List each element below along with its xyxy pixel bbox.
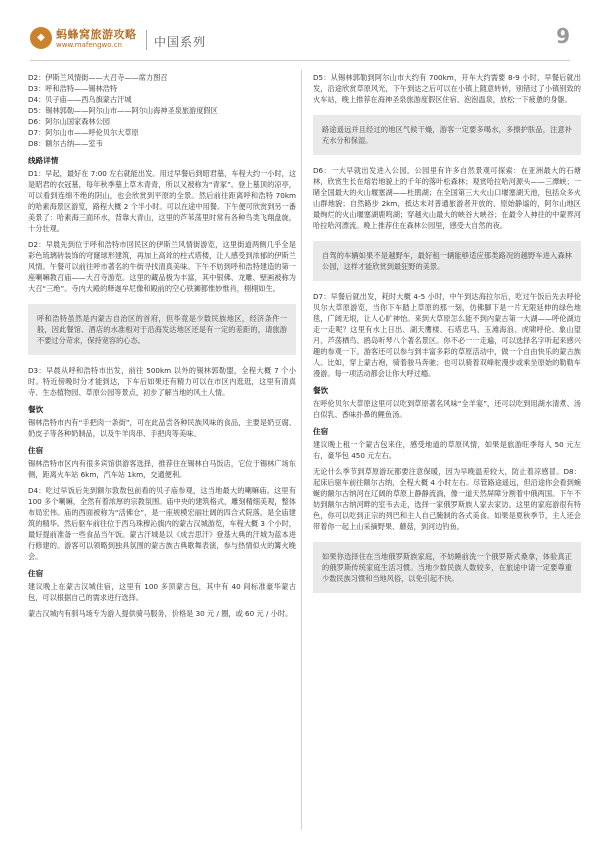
route-item: D4：贝子庙——西乌旗蒙古汗城 [28,95,132,104]
series-title: 中国系列 [154,35,207,49]
day4-paragraph: D4：吃过早饭后先到额尔敦敖包前看的贝子庙参观，这当地最大的喇嘛庙。这里有 100 多个喇嘛，全然有着浓厚的宗教氛围。庙中央的建筑格式，雕刻精细美观，整体布局宏伟。庙的西面被称为“活佛仓”，是一座规模宏丽壮阔的四合式院落，是全庙建筑的精华。然后驱车前往位于西乌珠穆沁旗内的蒙古汉城游览，车程大概 3 个小时，最好提前准备一些食品当午饭。蒙古汗城是以《成吉思汗》登基大典的汗城为蓝本进行修建的。游客可以领略到独具氛围的蒙古族古典歌舞表演，参与热情似火的篝火晚会。 [28,486,296,561]
day3-paragraph: D3：早晨从呼和浩特市出发，前往 500km 以外的锡林郭勒盟，全程大概 7 个小时。特近傍晚时分才能到达，下车后如果还有精力可以在市区内逛逛，这里有清真寺、生态植物园、草原公园等景点，初步了解当地的风土人情。 [28,366,296,397]
tip-box [313,542,581,593]
logo-text: 蚂蜂窝旅游攻略 [56,28,137,41]
stay-paragraph: 建议晚上租一个蒙古包来住，感受地道的草原风情，如果是旅游旺季每人 50 元左右，豪华包 450 元左右。 [313,440,581,460]
day8-paragraph: 无论什么季节到草原游玩都要注意保暖，因为早晚温差较大，防止着凉感冒。D8：起床后驱车前往额尔古纳，全程大概 4 小时左右。尽管路途遥远，但沿途你会看到蜿蜒的额尔古纳河在辽阔的草原上静静流淌，像一道天然屏障分割着中俄两国。下午不妨到额尔古纳河畔的室韦去走，选择一家俄罗斯族人家去家访。这里的家庭游很有特色，你可以吃到正宗的列巴和主人自己腌制的各式美食。如果是夏秋季节，主人还会带着你一起上山采摘野果、蘑菇，到河边钓鱼。 [313,467,581,531]
tip-text: 路途遥远并且经过的地区气候干燥，游客一定要多喝水，多擦护肤品，注意补充水分和保湿。 [322,125,572,145]
route-item: D2：伊斯兰风情街——大召寺——席力图召 [28,73,168,82]
horse-paragraph: 蒙古汉城内有驯马场专为游人提供骑马服务，价格是 30 元 / 圈，或 60 元 / 小时。 [28,609,293,618]
day2-paragraph: D2：早晨先到位于呼和浩特市回民区的伊斯兰风情街游览，这里街道两侧几乎全是彩色琉璃砖装饰的穹窿球形建筑，再加上高耸的柱式塔楼，让人感受到浓郁的伊斯兰风情。午餐可以前往呼市著名的牛街寻找清真美味。下午不妨到呼和浩特建造的第一座喇嘛教召庙——大召寺游览。这里的藏品极为丰富，其中银佛、龙雕、壁画被称为大召“三绝”。寺内大殿的释迦牟尼像和殿前的空心铁狮都惟妙惟肖，栩栩如生。 [28,240,296,293]
food-paragraph: 在呼伦贝尔大草原这里可以吃到草原著名风味“全羊宴”，还可以吃到用湖水清煮、汤白似乳、香味扑鼻的鲤鱼汤。 [313,399,581,419]
stay-paragraph: 建议晚上在蒙古汉城住宿，这里有 100 多顶蒙古包，其中有 40 间标准豪华蒙古包，可以根据自己的需求进行选择。 [28,582,296,602]
column-divider [301,70,302,830]
logo-icon: ◆ [30,27,52,49]
tip-text: 呼和浩特虽然是内蒙古自治区的首府，但毕竟是少数民族地区，经济条件一般，因此餐馆、酒店的水准相对于沿海发达地区还是有一定的差距的，请旅游不要过分苛求，保持宽容的心态。 [37,314,287,345]
stay-heading: 住宿 [28,446,44,455]
header-divider [146,30,147,50]
day5-paragraph: D5：从锡林郭勒到阿尔山市大约有 700km，开车大约需要 8-9 小时，早餐后就出发，沿途欣赏草原风光，下午到达之后可以在小镇上随意转转，别错过了小镇别致的火车站，晚上推荐在海神圣泉旅游度假区住宿、泡泡温泉，放松一下疲惫的身躯。 [313,73,581,104]
tip-box [313,241,581,281]
logo-url: www.mafengwo.cn [56,41,122,49]
route-item: D7：阿尔山市——呼伦贝尔大草原 [28,128,139,137]
day1-paragraph: D1：早起，最好在 7:00 左右就能出发。用过早餐后到昭君墓，车程大约一小时，这是昭君的衣冠墓，每年秋季墓上草木青青，所以又被称为“青冢”。登上墓顶的凉亭，可以看到连绵不绝的阴山，也会欣赏到平原的全景。然后前往距离呼和浩特 70km 的哈素海景区游览，路程大概 2 个半小时。可以在途中用餐。下午便可欣赏到另一番美景了：哈素海三面环水，背靠大青山，这里的芦苇荡里时常有各种鸟类飞翔盘旋，十分壮观。 [28,169,297,233]
day6-paragraph: D6：一大早就出发进入公园，公园里有许多自然景观可探索：在亚洲最大的石塘林，欣赏生长在熔岩地貌上的千年的落叶松森林；观赏哈拉哈河源头——三潭峡；一睹全国最大的火山堰塞湖——杜鹃湖；在全国第三大火山口堰塞湖天池，包括众多火山群地貌；自然路步 2km，抵达未对普通旅游者开放的、原始静谧的，阿尔山地区最绚烂的火山堰塞湖鹿鸣湖；穿越火山最大的峡谷大峡谷；在最令人神往的中蒙界河哈拉哈河漂流。晚上推荐住在森林公园里，感受大自然的夜。 [313,166,581,230]
right-column [313,72,581,603]
tip-text: 自驾的车辆如果不是越野车，最好租一辆能够适应那类路况的越野车进入森林公园，这样才能欣赏到最狂野的美景。 [322,251,572,271]
header-rule [30,60,570,61]
stay-paragraph: 锡林浩特市区内有很多宾馆供游客选择，推荐住在锡林白马饭店，它位于锡林广场东侧，距离火车站 6km，汽车站 1km，交通便利。 [28,459,296,479]
route-item: D8：额尔古纳——室韦 [28,139,103,148]
food-heading: 餐饮 [28,405,44,414]
food-heading: 餐饮 [313,386,329,395]
tip-box [313,115,581,155]
left-column [28,72,296,624]
tip-box [28,304,296,355]
route-item: D5：锡林郭勒——阿尔山市——阿尔山海神圣泉旅游度假区 [28,106,218,115]
route-item: D6：阿尔山国家森林公园 [28,117,110,126]
tip-text: 如果你选择住在当地俄罗斯族家庭，不妨睡前洗一个俄罗斯式桑拿，体验真正的俄罗斯传统家庭生活习惯。当地少数民族人数较多，在旅途中请一定要尊重少数民族习惯和当地风俗，以免引起不快。 [322,552,572,583]
route-item: D3：呼和浩特——锡林浩特 [28,84,118,93]
details-heading: 线路详情 [28,156,59,165]
food-paragraph: 锡林浩特市内有“手把肉一条街”，可在此品尝各种民族风味的食品，主要是奶豆腐、奶皮子等各种奶制品，以及牛羊肉串、手把肉等美味。 [28,418,296,438]
stay-heading: 住宿 [313,427,329,436]
page-number: 9 [556,24,570,48]
page-header [0,0,600,62]
stay-heading: 住宿 [28,569,44,578]
day7-paragraph: D7：早餐后就出发，耗时大概 4-5 小时，中午到达海拉尔后，吃过午饭后先去呼伦贝尔大草原游览，当你下车踏上草原的那一刻，仿佛脚下是一片无限延伸的绿色地毯，广阔无垠，让人心旷神怡。来到大草原怎么能不到内蒙古第一大湖——呼伦湖边走一走呢？这里有水上日出、湖天鹰楼、石塔忠马、玉滩海浪、虎啸呼伦、象山望月、芦荡栖鸟、鸥岛听琴八个著名景区。你不必一一走遍，可以选择名字听起来感兴趣的参观一下。游客还可以参与到丰富多彩的草原活动中，做一个自由快乐的蒙古族人。比如，穿上蒙古袍，骑着骏马奔驰；也可以骑着双峰驼漫步或乘坐原始的勒勒车漫游。每一项活动都会让你大呼过瘾。 [313,292,581,378]
route-list [28,72,296,149]
